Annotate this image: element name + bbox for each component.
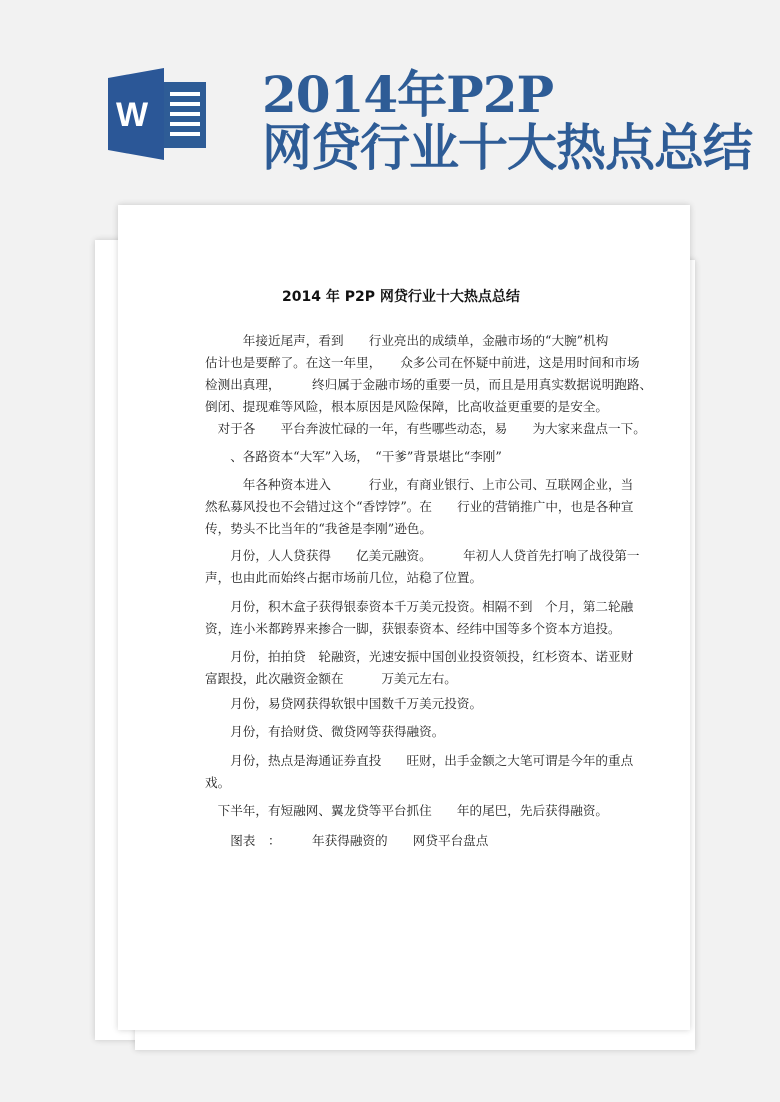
document-line: 图表 ： 年获得融资的 网贷平台盘点 (205, 833, 489, 848)
document-line: 下半年，有短融网、翼龙贷等平台抓住 年的尾巴，先后获得融资。 (205, 803, 608, 818)
document-line: 月份，热点是海通证券直投 旺财，出手金额之大笔可谓是今年的重点 (205, 753, 634, 768)
document-line: 月份，有拾财贷、微贷网等获得融资。 (205, 724, 445, 739)
document-line: 月份，拍拍贷 轮融资，光速安振中国创业投资领投，红杉资本、诺亚财 (205, 649, 634, 664)
document-title: 2014 年 P2P 网贷行业十大热点总结 (282, 289, 520, 305)
document-line: 倒闭、提现难等风险，根本原因是风险保障，比高收益更重要的是安全。 (205, 399, 608, 414)
document-line: 戏。 (205, 775, 231, 790)
document-line: 对于各 平台奔波忙碌的一年，有些哪些动态，易 为大家来盘点一下。 (205, 421, 646, 436)
document-line: 声，也由此而始终占据市场前几位，站稳了位置。 (205, 570, 483, 585)
header-title-line2: 网贷行业十大热点总结 (262, 118, 752, 177)
document-line: 估计也是要醉了。在这一年里， 众多公司在怀疑中前进，这是用时间和市场 (205, 355, 640, 370)
document-line: 传，势头不比当年的“我爸是李刚”逊色。 (205, 521, 432, 536)
document-line: 富跟投，此次融资金额在 万美元左右。 (205, 671, 457, 686)
document-line: 年各种资本进入 行业，有商业银行、上市公司、互联网企业，当 (205, 477, 634, 492)
header-title-line1: 2014年P2P (262, 65, 554, 124)
document-line: 年接近尾声，看到 行业亮出的成绩单，金融市场的“大腕”机构 (205, 333, 609, 348)
document-line: 月份，积木盒子获得银泰资本千万美元投资。相隔不到 个月，第二轮融 (205, 599, 634, 614)
svg-text:W: W (116, 96, 149, 134)
document-line: 、各路资本“大军”入场， “干爹”背景堪比“李刚” (205, 449, 502, 464)
document-line: 月份，易贷网获得软银中国数千万美元投资。 (205, 696, 483, 711)
word-icon (108, 68, 208, 160)
document-line: 资，连小米都跨界来掺合一脚，获银泰资本、经纬中国等多个资本方追投。 (205, 621, 621, 636)
document-line: 月份，人人贷获得 亿美元融资。 年初人人贷首先打响了战役第一 (205, 548, 640, 563)
document-line: 检测出真理， 终归属于金融市场的重要一员，而且是用真实数据说明跑路、 (205, 377, 653, 392)
document-line: 然私募风投也不会错过这个“香饽饽”。在 行业的营销推广中，也是各种宣 (205, 499, 634, 514)
